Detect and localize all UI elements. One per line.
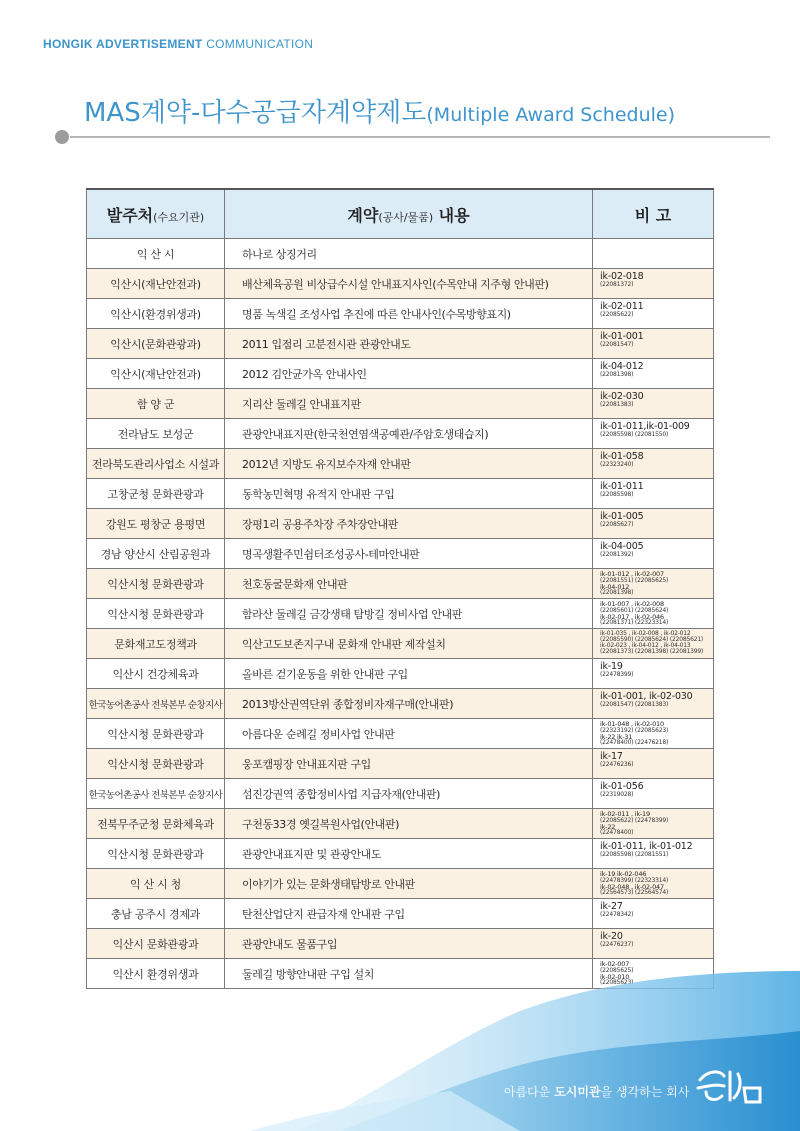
note-item-number: ik-02-007 (600, 960, 630, 968)
cell-client: 익산시(재난안전과) (87, 359, 225, 389)
cell-content: 올바른 걷기운동을 위한 안내판 구입 (225, 659, 593, 689)
note-item-number: ik-02-030 (600, 391, 644, 402)
note-item-code: (22081373) (22081398) (22081399) (600, 648, 704, 655)
company-name-light: COMMUNICATION (206, 37, 314, 51)
cell-content: 배산체육공원 비상급수시설 안내표지사인(수목안내 지주형 안내판) (225, 269, 593, 299)
table-header-row (87, 189, 714, 239)
note-item-code: (22081398) (600, 371, 634, 378)
note-item-number: ik-01-012 , ik-02-007 (600, 570, 664, 578)
cell-content: 웅포캠핑장 안내표지판 구입 (225, 749, 593, 779)
note-item-code: (22085623) (600, 979, 634, 986)
cell-content: 익산고도보존지구내 문화재 안내판 제작설치 (225, 629, 593, 659)
note-item-code: (22478399) (22323314) (600, 876, 669, 884)
note-item-number: ik-02-018 (600, 271, 644, 282)
note-item-code: (22319028) (600, 791, 634, 798)
table-row (87, 869, 714, 899)
cell-note (593, 569, 714, 599)
cell-client: 경남 양산시 산림공원과 (87, 539, 225, 569)
note-item-number: ik-20 (600, 931, 623, 942)
cell-note (593, 329, 714, 359)
note-item-code: (22085622) (600, 311, 634, 318)
cell-content: 관광안내표지판(한국천연염색공예관/주암호생태습지) (225, 419, 593, 449)
cell-note (593, 719, 714, 749)
cell-note (593, 509, 714, 539)
note-item-code: (22478400) (22476218) (600, 739, 669, 746)
note-item-number: ik-27 (600, 901, 623, 912)
footer-slogan: 아름다운 도시미관을 생각하는 회사 (504, 1085, 690, 1099)
cell-client: 전라북도관리사업소 시설과 (87, 449, 225, 479)
table-row (87, 359, 714, 389)
note-item-code: (22476236) (600, 761, 634, 768)
note-item-code: (22323192) (22085623) (600, 726, 669, 734)
cell-client: 익산시(문화관광과) (87, 329, 225, 359)
header-note: 비 고 (593, 189, 714, 239)
cell-content: 관광안내도 물품구입 (225, 929, 593, 959)
header-content: 계약(공사/물품) 내용 (225, 189, 593, 239)
company-logo-icon (694, 1062, 764, 1106)
note-item-number: ik-01-056 (600, 781, 644, 792)
cell-client: 익 산 시 청 (87, 869, 225, 899)
company-name-bold: HONGIK ADVERTISEMENT (43, 37, 203, 51)
cell-client: 익산시청 문화관광과 (87, 569, 225, 599)
contract-table (86, 188, 714, 989)
cell-client: 익 산 시 (87, 239, 225, 269)
cell-client: 익산시 환경위생과 (87, 959, 225, 989)
cell-client: 문화재고도정책과 (87, 629, 225, 659)
cell-client: 강원도 평창군 용평면 (87, 509, 225, 539)
note-item-number: ik-04-005 (600, 541, 644, 552)
company-name (43, 37, 313, 51)
cell-note (593, 449, 714, 479)
cell-note (593, 659, 714, 689)
table-row (87, 629, 714, 659)
cell-content: 천호동굴문화재 안내판 (225, 569, 593, 599)
page-title-main: MAS계약-다수공급자계약제도 (84, 98, 427, 128)
cell-content: 명품 녹색길 조성사업 추진에 따른 안내사인(수목방향표지) (225, 299, 593, 329)
table-row (87, 839, 714, 869)
note-item-number: ik-02-011 (600, 301, 644, 312)
note-item-number: ik-22 ik-31 (600, 732, 633, 741)
cell-client: 익산시 건강체육과 (87, 659, 225, 689)
note-item-code: (22085598) (22081551) (600, 851, 669, 858)
cell-client: 익산시 문화관광과 (87, 929, 225, 959)
note-item-code: (22478400) (600, 829, 634, 836)
cell-note (593, 869, 714, 899)
table-row (87, 809, 714, 839)
page-title (84, 92, 675, 129)
cell-note (593, 809, 714, 839)
table-row (87, 749, 714, 779)
cell-client: 한국농어촌공사 전북본부 순창지사 (87, 689, 225, 719)
cell-client: 전북무주군청 문화체육과 (87, 809, 225, 839)
cell-note (593, 539, 714, 569)
note-item-number: ik-02-011 , ik-19 (600, 810, 650, 818)
note-item-code: (22081372) (600, 281, 634, 288)
note-item-number: ik-01-011,ik-01-009 (600, 421, 690, 432)
note-item-code: (22081547) (22081383) (600, 701, 669, 708)
cell-note (593, 779, 714, 809)
note-item-code: (22081398) (600, 589, 634, 596)
cell-client: 익산시청 문화관광과 (87, 599, 225, 629)
cell-note (593, 239, 714, 269)
table-row (87, 329, 714, 359)
note-item-code: (22081551) (22085625) (600, 576, 669, 584)
cell-content: 장평1리 공용주차장 주차장안내판 (225, 509, 593, 539)
note-item-code: ik-01-035 , ik-02-008 , ik-02-012 (600, 630, 691, 637)
note-item-number: ik-19 (600, 661, 623, 672)
table-row (87, 719, 714, 749)
table-row (87, 779, 714, 809)
note-item-number: ik-02-017 , ik-02-046 (600, 612, 664, 621)
note-item-code: (22081547) (600, 341, 634, 348)
cell-content: 2013방산권역단위 종합정비자재구매(안내판) (225, 689, 593, 719)
cell-content: 함라산 둘레길 금강생태 탐방길 정비사업 안내판 (225, 599, 593, 629)
note-item-code: (22085590) (22085624) (22085621) (600, 636, 704, 643)
note-item-number: ik-17 (600, 751, 623, 762)
note-item-number: ik-04-012 (600, 582, 630, 591)
cell-note (593, 689, 714, 719)
table-row (87, 929, 714, 959)
note-item-code: (22478342) (600, 911, 634, 918)
table-row (87, 389, 714, 419)
table-body (87, 239, 714, 989)
table-row (87, 269, 714, 299)
table-row (87, 509, 714, 539)
note-item-number: ik-01-011, ik-01-012 (600, 841, 693, 852)
cell-content: 아름다운 순례길 정비사업 안내판 (225, 719, 593, 749)
cell-client: 익산시청 문화관광과 (87, 749, 225, 779)
note-item-number: ik-01-007 , ik-02-008 (600, 600, 664, 608)
note-item-number: ik-01-005 (600, 511, 644, 522)
cell-content: 둘레길 방향안내판 구입 설치 (225, 959, 593, 989)
note-item-code: (22081383) (600, 401, 634, 408)
cell-note (593, 929, 714, 959)
cell-client: 익산시청 문화관광과 (87, 719, 225, 749)
cell-client: 함 양 군 (87, 389, 225, 419)
cell-content: 명곡생활주민쉼터조성공사-테마안내판 (225, 539, 593, 569)
note-item-code: (22085598) (22081550) (600, 431, 669, 438)
note-item-number: ik-01-011 (600, 481, 644, 492)
note-item-code: (22081392) (600, 551, 634, 558)
note-item-code: ik-02-023 , ik-04-012 , ik-04-013 (600, 642, 691, 649)
table-row (87, 239, 714, 269)
title-rule-dot (55, 130, 69, 144)
cell-content: 섬진강권역 종합정비사업 지급자재(안내판) (225, 779, 593, 809)
cell-note (593, 299, 714, 329)
table-row (87, 599, 714, 629)
cell-content: 이야기가 있는 문화생태탐방로 안내판 (225, 869, 593, 899)
table-row (87, 899, 714, 929)
cell-client: 한국농어촌공사 전북본부 순창지사 (87, 779, 225, 809)
table-row (87, 659, 714, 689)
cell-client: 충남 공주시 경제과 (87, 899, 225, 929)
header-client: 발주처(수요기관) (87, 189, 225, 239)
note-item-code: (22476237) (600, 941, 634, 948)
cell-note (593, 479, 714, 509)
table-row (87, 689, 714, 719)
title-rule (70, 136, 770, 138)
note-item-number: ik-01-058 (600, 451, 644, 462)
cell-content: 2012년 지방도 유지보수자재 안내판 (225, 449, 593, 479)
note-item-number: ik-22 (600, 822, 616, 831)
cell-content: 탄천산업단지 관급자재 안내판 구입 (225, 899, 593, 929)
cell-note (593, 389, 714, 419)
cell-note (593, 599, 714, 629)
table-row (87, 449, 714, 479)
cell-client: 익산시(재난안전과) (87, 269, 225, 299)
page-title-sub: (Multiple Award Schedule) (426, 104, 676, 126)
cell-client: 전라남도 보성군 (87, 419, 225, 449)
note-item-code: (22323240) (600, 461, 634, 468)
cell-note (593, 419, 714, 449)
cell-client: 익산시청 문화관광과 (87, 839, 225, 869)
note-item-number: ik-01-001, ik-02-030 (600, 691, 693, 702)
note-item-number: ik-04-012 (600, 361, 644, 372)
cell-note (593, 839, 714, 869)
cell-client: 익산시(환경위생과) (87, 299, 225, 329)
cell-content: 2011 입점리 고분전시관 관광안내도 (225, 329, 593, 359)
note-item-number: ik-19 ik-02-046 (600, 870, 647, 878)
note-item-code: (22085601) (22085624) (600, 606, 669, 614)
note-item-code: (22564573) (22564574) (600, 889, 669, 896)
table-row (87, 569, 714, 599)
note-item-code: (22085622) (22478399) (600, 816, 669, 824)
table-row (87, 419, 714, 449)
table-row (87, 299, 714, 329)
note-item-code: (22478399) (600, 671, 634, 678)
table-row (87, 479, 714, 509)
note-item-code: (22081371) (22323314) (600, 619, 669, 626)
cell-note (593, 359, 714, 389)
note-item-number: ik-01-048 , ik-02-010 (600, 720, 664, 728)
note-item-number: ik-02-010 (600, 972, 630, 981)
cell-content: 지리산 둘레길 안내표지판 (225, 389, 593, 419)
cell-client: 고창군청 문화관광과 (87, 479, 225, 509)
cell-content: 구천동33경 옛길복원사업(안내판) (225, 809, 593, 839)
footer-waves (0, 971, 800, 1131)
note-item-number: ik-02-048 , ik-02-047 (600, 882, 664, 891)
note-item-code: (22085598) (600, 491, 634, 498)
note-item-code: (22085625) (600, 966, 634, 974)
cell-content: 동학농민혁명 유적지 안내판 구입 (225, 479, 593, 509)
cell-content: 하나로 상징거리 (225, 239, 593, 269)
cell-note (593, 629, 714, 659)
cell-content: 2012 김안균가옥 안내사인 (225, 359, 593, 389)
cell-note (593, 899, 714, 929)
table-row (87, 539, 714, 569)
note-item-number: ik-01-001 (600, 331, 644, 342)
cell-note (593, 749, 714, 779)
note-item-code: (22085627) (600, 521, 634, 528)
cell-note (593, 269, 714, 299)
cell-content: 관광안내표지판 및 관광안내도 (225, 839, 593, 869)
